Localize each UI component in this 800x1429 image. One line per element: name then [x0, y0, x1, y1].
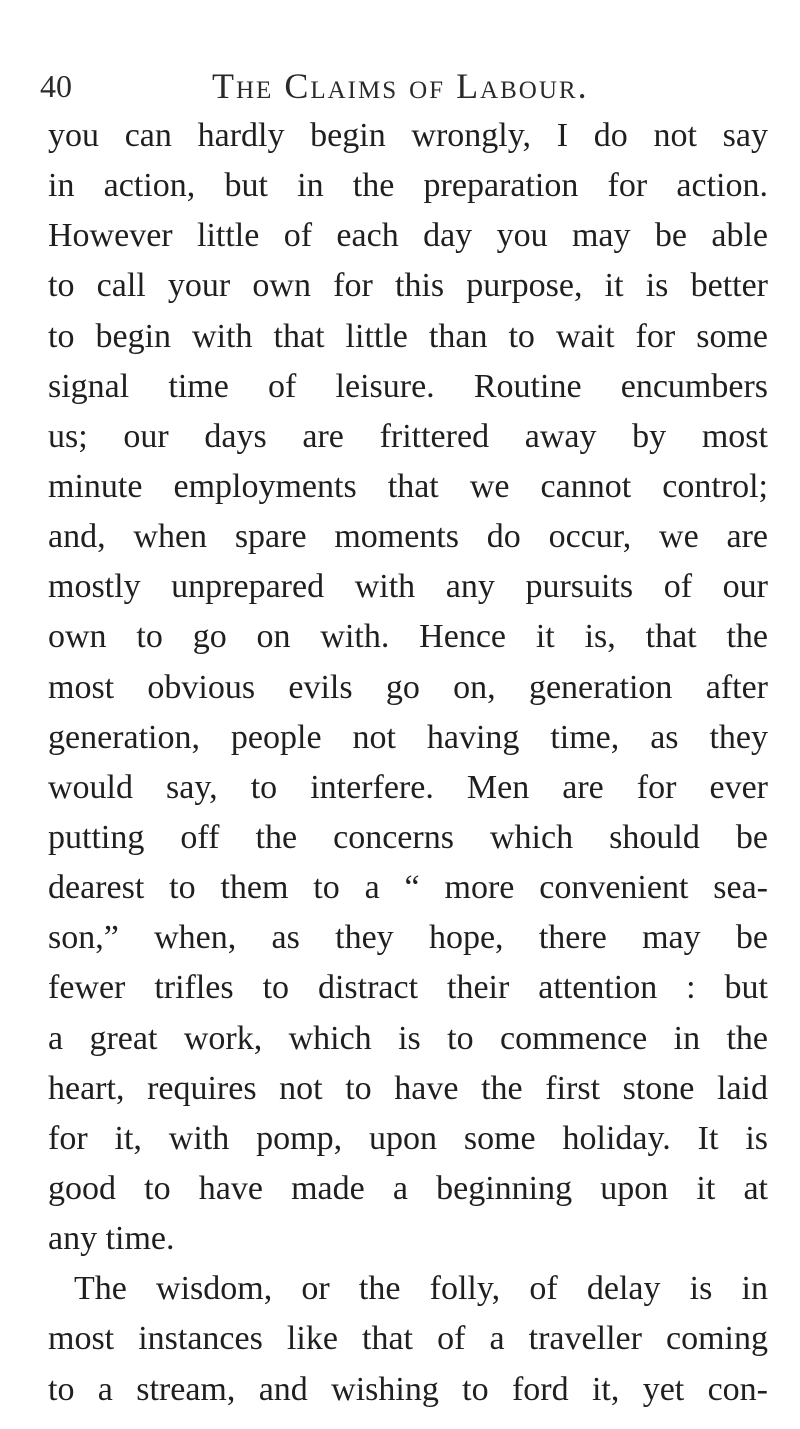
text-line: good to have made a beginning upon it at	[48, 1169, 768, 1207]
body-text	[48, 111, 768, 1415]
text-line: fewer trifles to distract their attention : but	[48, 969, 768, 1007]
text-line: mostly unprepared with any pursuits of our	[48, 568, 768, 606]
text-line: in action, but in the preparation for action.	[48, 167, 768, 205]
text-line: signal time of leisure. Routine encumbers	[48, 367, 768, 405]
text-line: own to go on with. Hence it is, that the	[48, 618, 768, 656]
text-line: to a stream, and wishing to ford it, yet con-	[48, 1370, 768, 1408]
text-line: to begin with that little than to wait for some	[48, 317, 768, 355]
running-head	[40, 66, 770, 116]
text-line: However little of each day you may be able	[48, 217, 768, 255]
text-line: most obvious evils go on, generation after	[48, 668, 768, 706]
text-line: minute employments that we cannot control;	[48, 467, 768, 505]
text-line: a great work, which is to commence in the	[48, 1019, 768, 1057]
text-line: would say, to interfere. Men are for ever	[48, 768, 768, 806]
text-line: putting off the concerns which should be	[48, 818, 768, 856]
running-title: The Claims of Labour.	[212, 66, 589, 106]
text-line: heart, requires not to have the first stone laid	[48, 1069, 768, 1107]
text-line: us; our days are frittered away by most	[48, 417, 768, 455]
page-number: 40	[40, 68, 72, 104]
text-line: most instances like that of a traveller coming	[48, 1320, 768, 1358]
text-line: dearest to them to a “ more convenient sea-	[48, 869, 768, 907]
text-line: The wisdom, or the folly, of delay is in	[74, 1270, 768, 1308]
text-line: any time.	[48, 1220, 175, 1258]
text-line: son,” when, as they hope, there may be	[48, 919, 768, 957]
text-line: you can hardly begin wrongly, I do not say	[48, 117, 768, 154]
text-line: generation, people not having time, as they	[48, 718, 768, 756]
text-line: for it, with pomp, upon some holiday. It is	[48, 1119, 768, 1157]
text-line: and, when spare moments do occur, we are	[48, 518, 768, 556]
text-line: to call your own for this purpose, it is better	[48, 267, 768, 305]
